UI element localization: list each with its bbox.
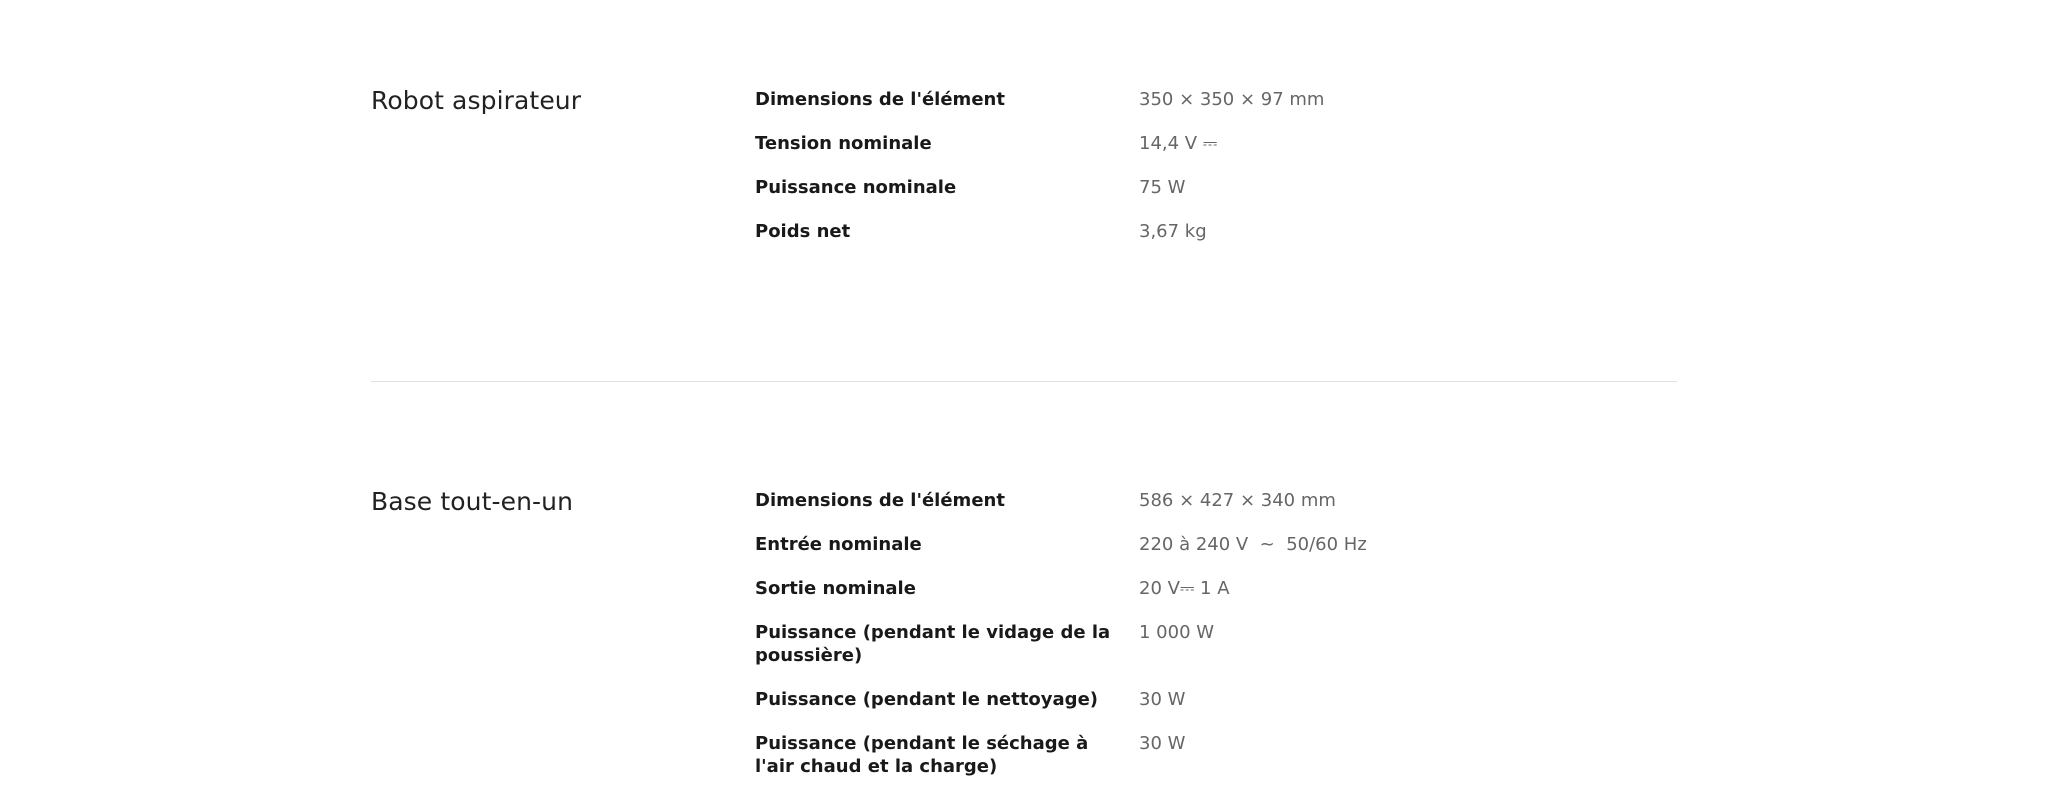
spec-row — [755, 220, 1355, 243]
spec-label: Puissance (pendant le nettoyage) — [755, 689, 1099, 710]
spec-list — [755, 489, 1367, 799]
section-title: Robot aspirateur — [371, 86, 582, 115]
section-divider — [371, 381, 1677, 382]
spec-value: 14,4 V ⎓ — [1139, 133, 1218, 154]
spec-row — [755, 533, 1367, 556]
spec-value: 75 W — [1139, 177, 1186, 198]
spec-value: 220 à 240 V ~ 50/60 Hz — [1139, 534, 1367, 555]
spec-row — [755, 176, 1355, 199]
spec-label: Puissance nominale — [755, 177, 957, 198]
spec-value: 20 V⎓ 1 A — [1139, 578, 1230, 599]
spec-label: Sortie nominale — [755, 578, 916, 599]
spec-label: Dimensions de l'élément — [755, 490, 1005, 511]
spec-row — [755, 621, 1355, 667]
spec-label: Entrée nominale — [755, 534, 922, 555]
spec-label: Poids net — [755, 221, 851, 242]
spec-value: 3,67 kg — [1139, 221, 1207, 242]
spec-list — [755, 88, 1355, 264]
spec-value: 350 × 350 × 97 mm — [1139, 89, 1325, 110]
spec-label: Tension nominale — [755, 133, 932, 154]
spec-label: Dimensions de l'élément — [755, 89, 1005, 110]
spec-value: 1 000 W — [1139, 622, 1215, 643]
spec-row — [755, 577, 1355, 600]
section-title: Base tout-en-un — [371, 487, 574, 516]
spec-label: Puissance (pendant le vidage de la poussière) — [755, 622, 1111, 666]
spec-row — [755, 88, 1355, 111]
spec-value: 30 W — [1139, 689, 1186, 710]
spec-value: 30 W — [1139, 733, 1186, 754]
spec-row — [755, 132, 1355, 155]
spec-value: 586 × 427 × 340 mm — [1139, 490, 1336, 511]
spec-row — [755, 688, 1355, 711]
spec-row — [755, 732, 1355, 778]
spec-row — [755, 489, 1355, 512]
spec-label: Puissance (pendant le séchage à l'air chaud et la charge) — [755, 733, 1089, 777]
